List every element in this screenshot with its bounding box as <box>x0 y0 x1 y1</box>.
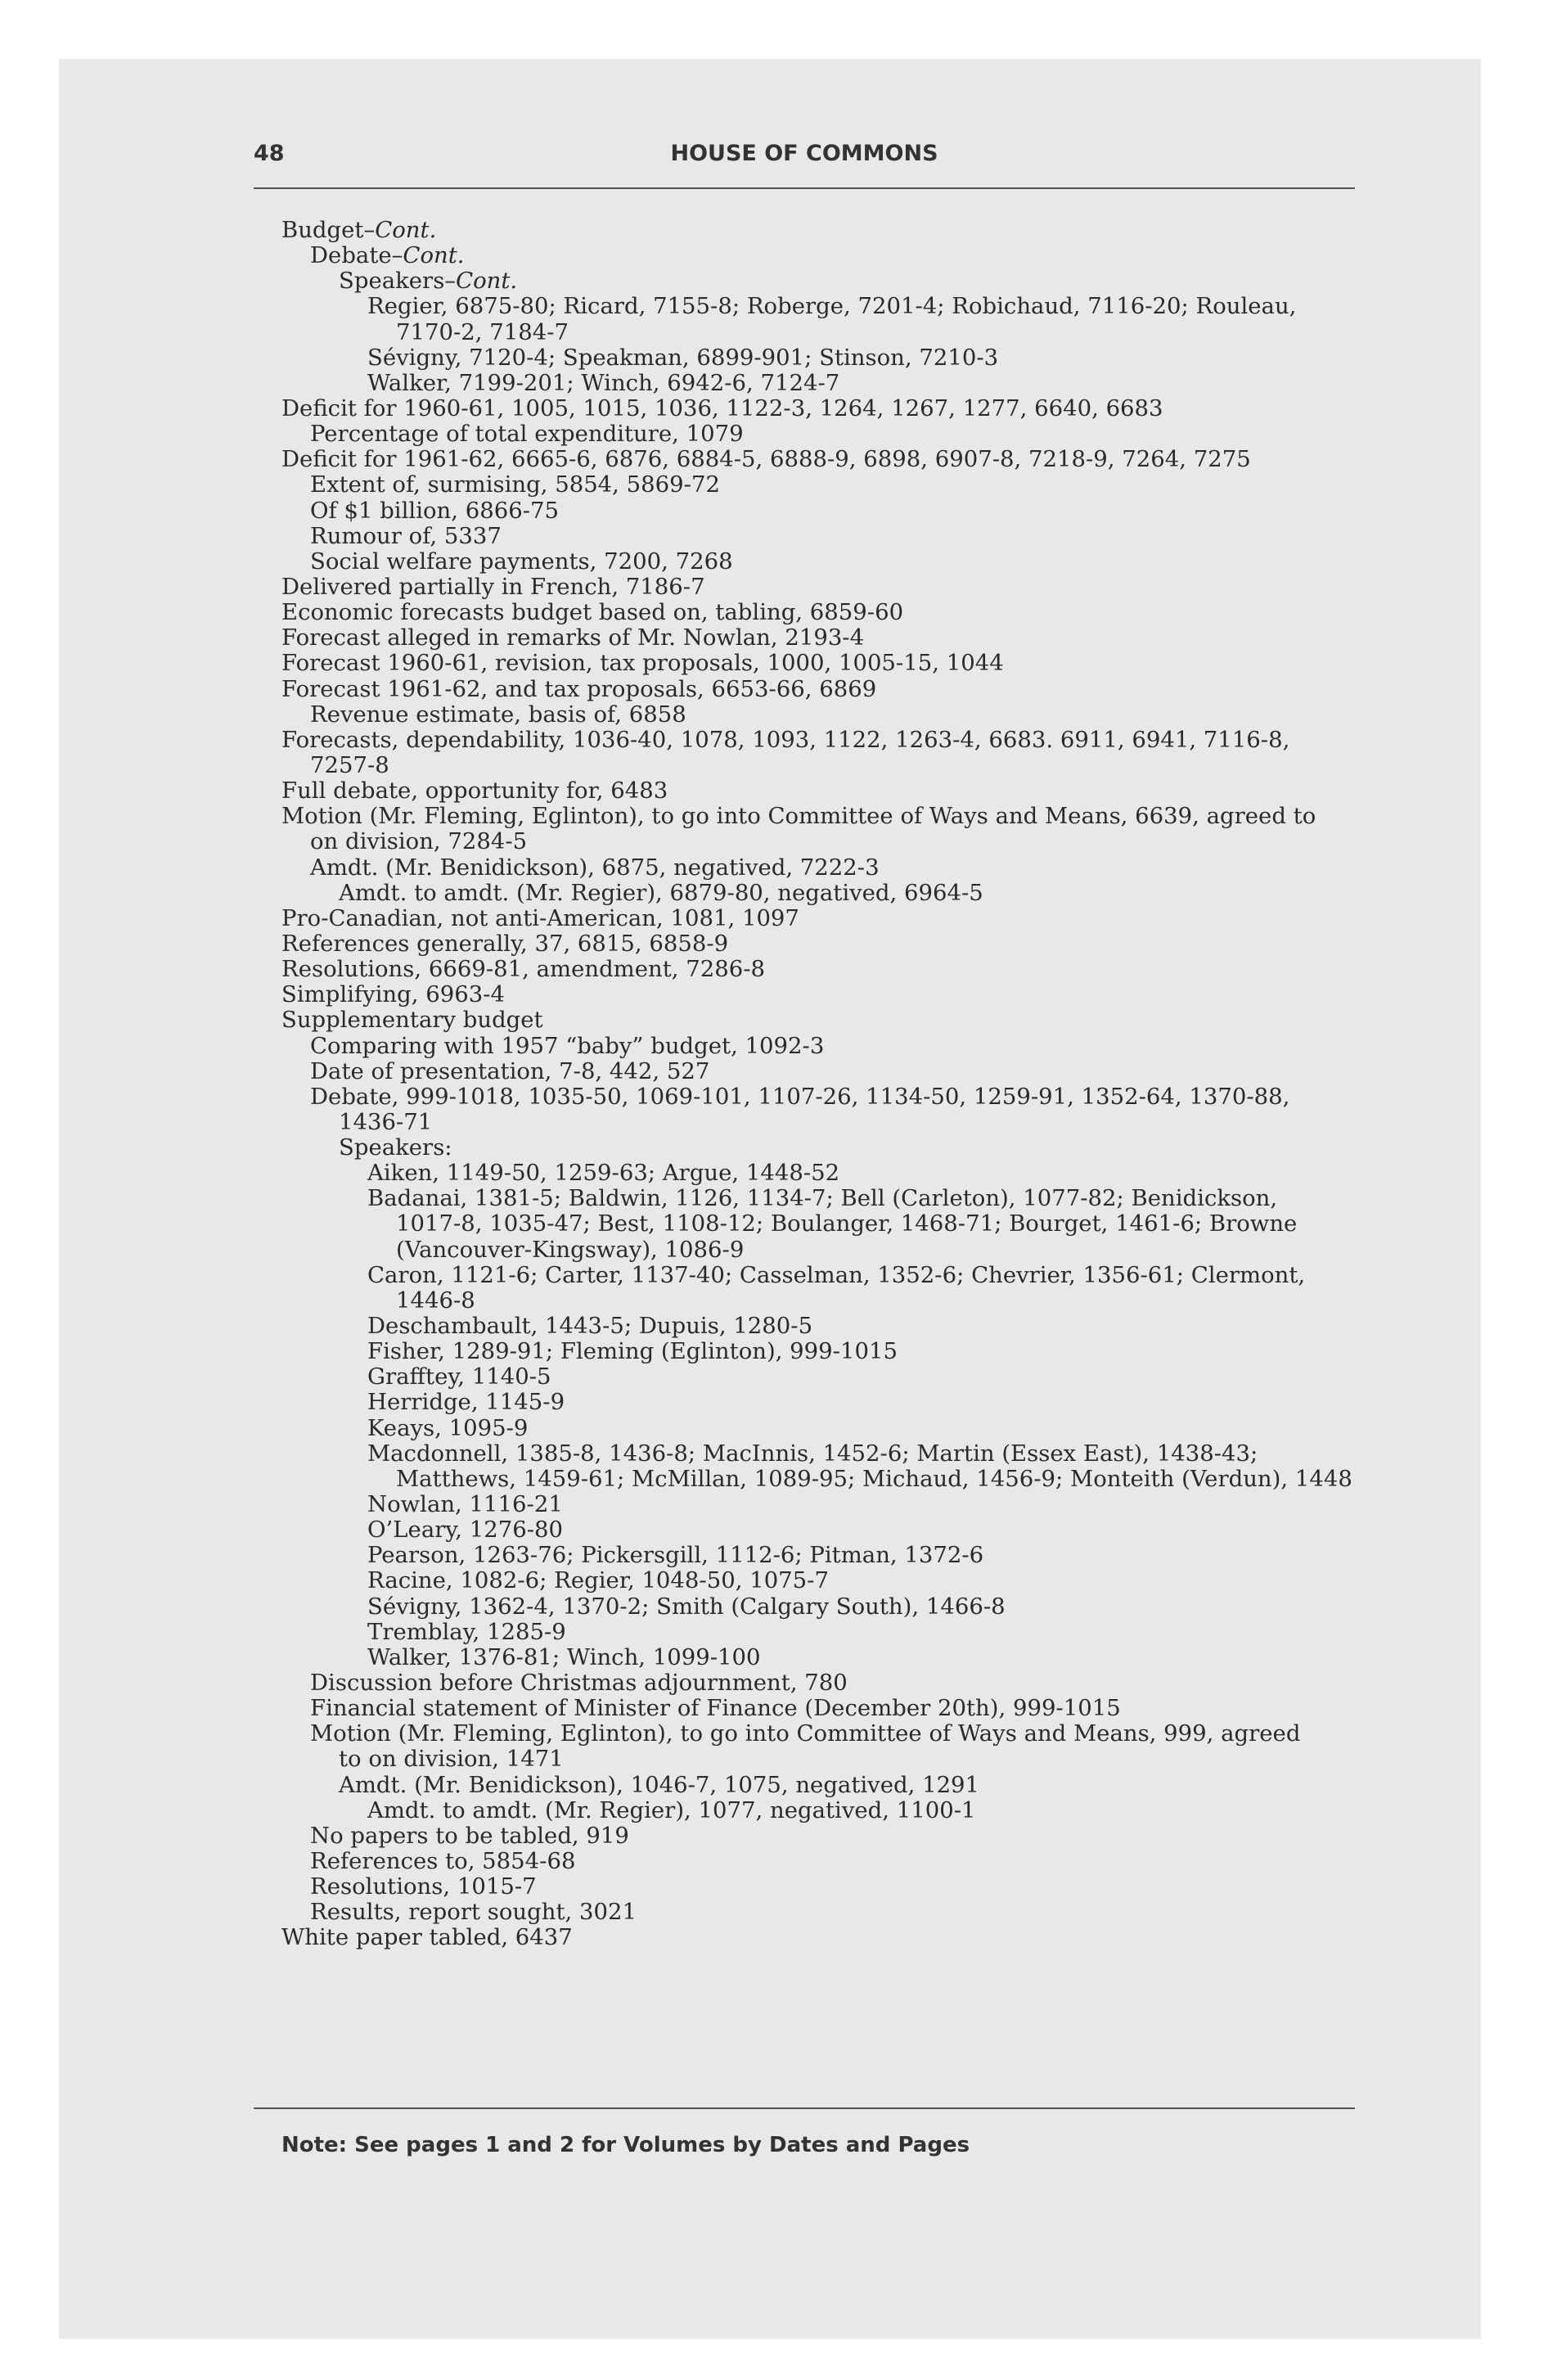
index-line <box>281 218 1361 243</box>
index-line <box>281 1161 1361 1186</box>
index-line <box>281 320 1361 345</box>
index-line <box>281 294 1361 319</box>
index-line <box>281 1263 1361 1288</box>
index-line <box>281 702 1361 728</box>
index-line <box>281 1237 1361 1263</box>
index-line-text: Tremblay, 1285-9 <box>367 1618 566 1645</box>
index-entries <box>281 218 1361 1951</box>
index-line-text: Motion (Mr. Fleming, Eglinton), to go into Committee of Ways and Means, 999, agreed <box>310 1720 1301 1747</box>
index-line-text: Regier, 6875-80; Ricard, 7155-8; Roberge, 7201-4; Robichaud, 7116-20; Rouleau, <box>367 293 1297 320</box>
index-line-text: Simplifying, 6963-4 <box>281 981 505 1008</box>
index-line-text: Nowlan, 1116-21 <box>367 1491 563 1518</box>
index-line-text: Comparing with 1957 “baby” budget, 1092-3 <box>310 1032 825 1059</box>
index-line-text: References to, 5854-68 <box>310 1848 576 1874</box>
footer-rule <box>254 2107 1355 2109</box>
index-line <box>281 1849 1361 1874</box>
index-line-text: Racine, 1082-6; Regier, 1048-50, 1075-7 <box>367 1567 829 1594</box>
index-line-text: Speakers: <box>339 1134 452 1161</box>
index-line-text: Extent of, surmising, 5854, 5869-72 <box>310 471 720 498</box>
index-line <box>281 728 1361 753</box>
page-number: 48 <box>254 141 285 166</box>
index-line <box>281 1339 1361 1364</box>
index-line-text: Of $1 billion, 6866-75 <box>310 497 560 524</box>
index-line <box>281 1798 1361 1823</box>
index-line <box>281 677 1361 702</box>
index-line <box>281 1110 1361 1135</box>
index-line-text: Delivered partially in French, 7186-7 <box>281 573 705 600</box>
index-line <box>281 1773 1361 1798</box>
index-line-text: Resolutions, 1015-7 <box>310 1873 537 1900</box>
index-line <box>281 421 1361 447</box>
index-line-text: Sévigny, 7120-4; Speakman, 6899-901; Stinson, 7210-3 <box>367 344 999 371</box>
index-line-text: 7257-8 <box>310 751 389 778</box>
index-line <box>281 268 1361 294</box>
index-line <box>281 804 1361 829</box>
index-line <box>281 1441 1361 1467</box>
index-line <box>281 575 1361 600</box>
index-line-text: Deschambault, 1443-5; Dupuis, 1280-5 <box>367 1313 813 1340</box>
index-line-text: Matthews, 1459-61; McMillan, 1089-95; Michaud, 1456-9; Monteith (Verdun), 1448 <box>396 1465 1352 1492</box>
index-line-text: Debate– <box>310 242 403 269</box>
index-line <box>281 1059 1361 1084</box>
index-line <box>281 243 1361 268</box>
index-line-text: Caron, 1121-6; Carter, 1137-40; Casselman, 1352-6; Chevrier, 1356-61; Clermont, <box>367 1261 1306 1288</box>
index-line-text: on division, 7284-5 <box>310 828 528 855</box>
index-line-text: White paper tabled, 6437 <box>281 1924 573 1951</box>
index-line <box>281 1747 1361 1772</box>
index-line <box>281 1568 1361 1593</box>
index-line <box>281 1364 1361 1390</box>
page-title: HOUSE OF COMMONS <box>670 141 938 166</box>
index-line <box>281 472 1361 498</box>
index-line-text: Date of presentation, 7-8, 442, 527 <box>310 1057 710 1084</box>
index-line <box>281 982 1361 1007</box>
index-line <box>281 371 1361 396</box>
index-line-text: Fisher, 1289-91; Fleming (Eglinton), 999-1015 <box>367 1338 898 1365</box>
index-line-text: Grafftey, 1140-5 <box>367 1364 551 1391</box>
index-line <box>281 1211 1361 1237</box>
index-line <box>281 1314 1361 1339</box>
index-line <box>281 1594 1361 1620</box>
index-line-text: 1436-71 <box>339 1108 433 1135</box>
index-line-text: Macdonnell, 1385-8, 1436-8; MacInnis, 1452-6; Martin (Essex East), 1438-43; <box>367 1440 1258 1467</box>
index-line <box>281 600 1361 625</box>
index-line-text: O’Leary, 1276-80 <box>367 1517 564 1544</box>
index-line-text: 1446-8 <box>396 1287 475 1314</box>
index-line-text: Economic forecasts budget based on, tabling, 6859-60 <box>281 599 904 626</box>
index-line <box>281 1288 1361 1314</box>
index-line-text: Forecast 1961-62, and tax proposals, 6653-66, 6869 <box>281 675 877 702</box>
index-line <box>281 1874 1361 1900</box>
index-line <box>281 1007 1361 1033</box>
index-line <box>281 1034 1361 1059</box>
index-line <box>281 498 1361 524</box>
index-line-text: Discussion before Christmas adjournment, 780 <box>310 1670 848 1697</box>
index-line-text: Walker, 1376-81; Winch, 1099-100 <box>367 1643 761 1670</box>
index-line <box>281 855 1361 881</box>
index-line-text: Financial statement of Minister of Finance (December 20th), 999-1015 <box>310 1695 1121 1722</box>
index-line <box>281 1543 1361 1568</box>
index-line-text: Forecasts, dependability, 1036-40, 1078, 1093, 1122, 1263-4, 6683. 6911, 6941, 7116-8, <box>281 726 1290 753</box>
index-line-text: Amdt. (Mr. Benidickson), 6875, negatived, 7222-3 <box>310 854 880 881</box>
index-line-text: to on division, 1471 <box>339 1746 564 1773</box>
index-line <box>281 396 1361 421</box>
index-line-text: Walker, 7199-201; Winch, 6942-6, 7124-7 <box>367 369 840 396</box>
index-line-text: Forecast 1960-61, revision, tax proposals, 1000, 1005-15, 1044 <box>281 650 1004 677</box>
index-line <box>281 1186 1361 1211</box>
index-line-text: Debate, 999-1018, 1035-50, 1069-101, 1107-26, 1134-50, 1259-91, 1352-64, 1370-88, <box>310 1083 1290 1110</box>
header-rule <box>254 187 1355 189</box>
index-line-text: Motion (Mr. Fleming, Eglinton), to go into Committee of Ways and Means, 6639, agreed to <box>281 803 1316 830</box>
index-line <box>281 1721 1361 1747</box>
index-line-text: 1017-8, 1035-47; Best, 1108-12; Boulanger, 1468-71; Bourget, 1461-6; Browne <box>396 1210 1298 1237</box>
index-line <box>281 1696 1361 1721</box>
index-line <box>281 1492 1361 1517</box>
index-line <box>281 345 1361 371</box>
index-line-text: Percentage of total expenditure, 1079 <box>310 421 744 448</box>
index-line <box>281 778 1361 804</box>
index-line-italic-text: Cont. <box>456 268 518 295</box>
index-line-text: Deficit for 1960-61, 1005, 1015, 1036, 1122-3, 1264, 1267, 1277, 6640, 6683 <box>281 394 1163 421</box>
index-line <box>281 524 1361 549</box>
index-line-text: References generally, 37, 6815, 6858-9 <box>281 930 729 957</box>
index-line-text: No papers to be tabled, 919 <box>310 1822 629 1849</box>
index-line-text: Pro-Canadian, not anti-American, 1081, 1097 <box>281 904 799 931</box>
index-line <box>281 447 1361 472</box>
index-line-text: Social welfare payments, 7200, 7268 <box>310 548 733 575</box>
index-line <box>281 906 1361 931</box>
index-line-text: Badanai, 1381-5; Baldwin, 1126, 1134-7; Bell (Carleton), 1077-82; Benidickson, <box>367 1185 1278 1212</box>
index-line-text: Results, report sought, 3021 <box>310 1899 637 1926</box>
index-line-text: Supplementary budget <box>281 1007 543 1034</box>
index-line <box>281 1467 1361 1492</box>
index-line-text: Sévigny, 1362-4, 1370-2; Smith (Calgary South), 1466-8 <box>367 1593 1006 1620</box>
index-line <box>281 1416 1361 1441</box>
index-line-text: Amdt. (Mr. Benidickson), 1046-7, 1075, negatived, 1291 <box>339 1771 980 1798</box>
index-line <box>281 651 1361 676</box>
index-line-text: Revenue estimate, basis of, 6858 <box>310 701 686 728</box>
index-line <box>281 549 1361 575</box>
index-line <box>281 931 1361 957</box>
index-line <box>281 1925 1361 1950</box>
index-line-text: Amdt. to amdt. (Mr. Regier), 6879-80, negatived, 6964-5 <box>339 879 983 906</box>
index-line <box>281 829 1361 854</box>
index-line-text: Resolutions, 6669-81, amendment, 7286-8 <box>281 956 766 983</box>
index-line-text: 7170-2, 7184-7 <box>396 318 569 345</box>
index-line <box>281 1823 1361 1849</box>
index-line-text: Amdt. to amdt. (Mr. Regier), 1077, negatived, 1100-1 <box>367 1796 976 1823</box>
page-header <box>254 137 1355 174</box>
index-line <box>281 1135 1361 1161</box>
index-line-text: Full debate, opportunity for, 6483 <box>281 778 668 805</box>
index-line-text: Budget– <box>281 217 376 243</box>
index-line-text: Speakers– <box>339 268 457 295</box>
index-line <box>281 625 1361 651</box>
index-line <box>281 1620 1361 1645</box>
index-line-italic-text: Cont. <box>375 217 437 243</box>
index-line <box>281 1084 1361 1110</box>
index-line <box>281 1517 1361 1543</box>
index-line-text: Forecast alleged in remarks of Mr. Nowlan, 2193-4 <box>281 624 865 651</box>
footer-note: Note: See pages 1 and 2 for Volumes by Dates and Pages <box>281 2133 970 2157</box>
index-line <box>281 957 1361 982</box>
index-line <box>281 1900 1361 1925</box>
index-line-text: Rumour of, 5337 <box>310 522 502 549</box>
index-line <box>281 753 1361 778</box>
index-line-text: Keays, 1095-9 <box>367 1414 529 1441</box>
index-line <box>281 1670 1361 1696</box>
index-line-text: Aiken, 1149-50, 1259-63; Argue, 1448-52 <box>367 1160 840 1187</box>
index-line <box>281 1645 1361 1670</box>
index-line-text: (Vancouver-Kingsway), 1086-9 <box>396 1236 745 1263</box>
index-line-text: Pearson, 1263-76; Pickersgill, 1112-6; Pitman, 1372-6 <box>367 1542 984 1569</box>
index-line <box>281 881 1361 906</box>
index-line-text: Herridge, 1145-9 <box>367 1389 565 1416</box>
index-line-text: Deficit for 1961-62, 6665-6, 6876, 6884-5, 6888-9, 6898, 6907-8, 7218-9, 7264, 7275 <box>281 446 1251 473</box>
index-line <box>281 1390 1361 1415</box>
index-line-italic-text: Cont. <box>403 242 465 269</box>
